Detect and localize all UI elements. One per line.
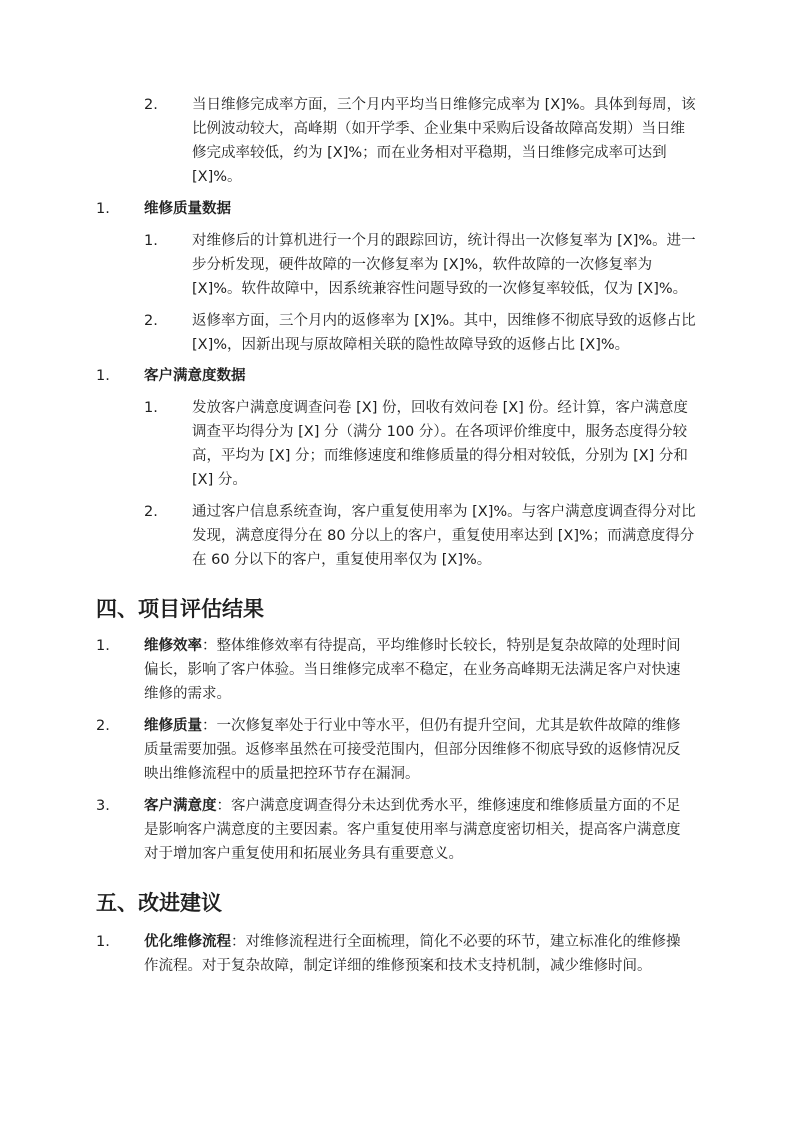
list-number: 1. <box>96 368 110 384</box>
list-number: 2. <box>144 504 158 520</box>
list-number: 2. <box>144 313 158 329</box>
item-label: 优化维修流程 <box>144 934 231 950</box>
list-item-text: 通过客户信息系统查询，客户重复使用率为 [X]%。与客户满意度调查得分对比 发现，满意度得分在 80 分以上的客户，重复使用率达到 [X]%；而满意度得分 在 60 分以下的客户，重复使用率仅为 [X]%。 <box>192 504 696 568</box>
list-item-text: 返修率方面，三个月内的返修率为 [X]%。其中，因维修不彻底导致的返修占比 [X]%，因新出现与原故障相关联的隐性故障导致的返修占比 [X]%。 <box>192 313 696 353</box>
list-number: 2. <box>96 718 110 734</box>
item-label: 维修效率 <box>144 638 202 654</box>
list-item-text: 维修效率：整体维修效率有待提高，平均维修时长较长，特别是复杂故障的处理时间 偏长，影响了客户体验。当日维修完成率不稳定，在业务高峰期无法满足客户对快速 维修的需求。 <box>144 638 681 702</box>
list-item-text: 当日维修完成率方面，三个月内平均当日维修完成率为 [X]%。具体到每周，该 比例波动较大，高峰期（如开学季、企业集中采购后设备故障高发期）当日维 修完成率较低，约为 [X]%；而在业务相对平稳期，当日维修完成率可达到 [X]%。 <box>192 97 696 185</box>
list-item-text: 客户满意度：客户满意度调查得分未达到优秀水平，维修速度和维修质量方面的不足 是影响客户满意度的主要因素。客户重复使用率与满意度密切相关，提高客户满意度 对于增加客户重复使用和拓展业务具有重要意义。 <box>144 798 681 862</box>
list-number: 1. <box>144 400 158 416</box>
section-heading: 四、项目评估结果 <box>96 597 264 621</box>
subsection-title: 维修质量数据 <box>144 201 231 217</box>
item-label: 客户满意度 <box>144 798 217 814</box>
list-item-text: 优化维修流程：对维修流程进行全面梳理，简化不必要的环节，建立标准化的维修操 作流程。对于复杂故障，制定详细的维修预案和技术支持机制，减少维修时间。 <box>144 934 681 974</box>
list-item-text: 发放客户满意度调查问卷 [X] 份，回收有效问卷 [X] 份。经计算，客户满意度 调查平均得分为 [X] 分（满分 100 分）。在各项评价维度中，服务态度得分较 高，平均为 [X] 分；而维修速度和维修质量的得分相对较低，分别为 [X] 分和 [X] 分。 <box>192 400 688 488</box>
list-number: 2. <box>144 97 158 113</box>
subsection-title: 客户满意度数据 <box>144 368 246 384</box>
section-heading: 五、改进建议 <box>96 891 222 915</box>
list-number: 1. <box>96 201 110 217</box>
list-number: 3. <box>96 798 110 814</box>
list-number: 1. <box>144 233 158 249</box>
list-number: 1. <box>96 934 110 950</box>
item-label: 维修质量 <box>144 718 202 734</box>
list-item-text: 维修质量：一次修复率处于行业中等水平，但仍有提升空间，尤其是软件故障的维修 质量需要加强。返修率虽然在可接受范围内，但部分因维修不彻底导致的返修情况反 映出维修流程中的质量把控环节存在漏洞。 <box>144 718 681 782</box>
list-number: 1. <box>96 638 110 654</box>
list-item-text: 对维修后的计算机进行一个月的跟踪回访，统计得出一次修复率为 [X]%。进一 步分析发现，硬件故障的一次修复率为 [X]%，软件故障的一次修复率为 [X]%。软件故障中，因系统兼容性问题导致的一次修复率较低，仅为 [X]%。 <box>192 233 696 297</box>
